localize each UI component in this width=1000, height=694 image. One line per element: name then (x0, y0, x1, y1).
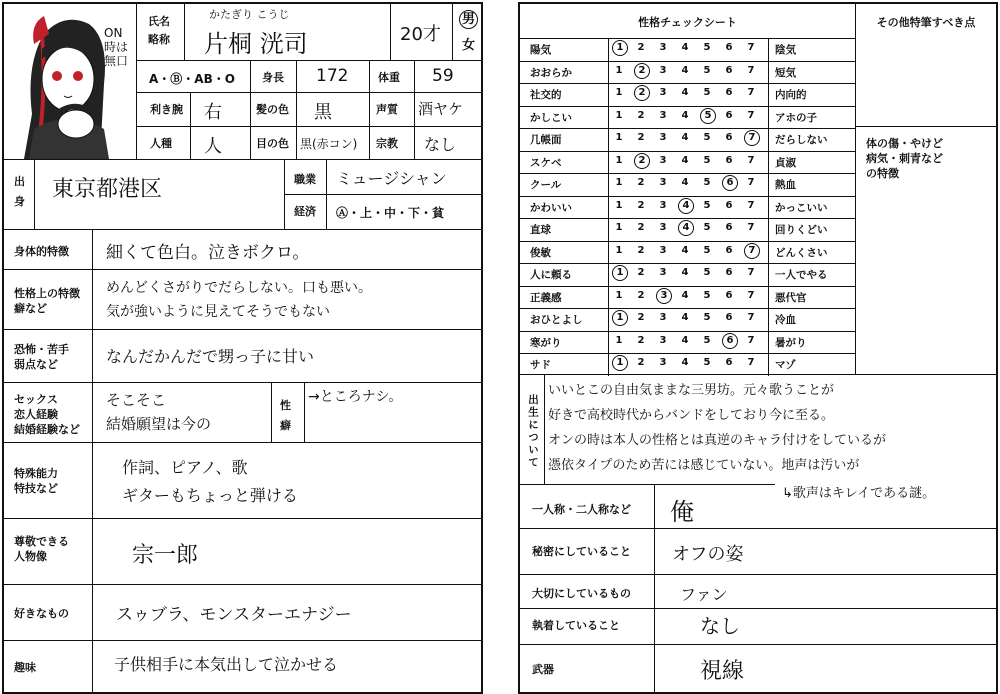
trait-right-label: 熱血 (775, 179, 796, 191)
trait-score[interactable]: 4 (681, 312, 689, 323)
trait-right-label: 冷血 (775, 314, 796, 326)
trait-score-selected[interactable]: 2 (634, 153, 650, 169)
eye-value: 黒(赤コン) (300, 137, 358, 151)
trait-score-selected[interactable]: 3 (656, 288, 672, 304)
trait-score[interactable]: 6 (725, 289, 733, 301)
trait-score[interactable]: 4 (681, 334, 689, 346)
trait-score[interactable]: 3 (659, 334, 667, 346)
section-fear-label: 恐怖・苦手 弱点など (14, 343, 69, 371)
trait-score[interactable]: 3 (659, 244, 667, 256)
trait-score[interactable]: 5 (703, 64, 711, 76)
section-romance-value: そこそこ 結婚願望は今の (106, 391, 212, 433)
check-sheet-title: 性格チェックシート (638, 16, 737, 29)
trait-score[interactable]: 2 (637, 334, 645, 346)
trait-score-selected[interactable]: 4 (678, 220, 694, 236)
trait-row (520, 196, 855, 219)
trait-score[interactable]: 4 (681, 154, 689, 166)
trait-row-divider (520, 128, 855, 129)
trait-row (520, 353, 855, 376)
trait-score[interactable]: 4 (681, 132, 689, 143)
trait-row-divider (520, 286, 855, 287)
birth-value: いいとこの自由気ままな三男坊。元々歌うことが 好きで高校時代からバンドをしており今に至る。 オンの時は本人の性格とは真逆のキャラ付けをしているが 憑依タイプのため苦には感じていない。地声は汚いが (548, 383, 887, 473)
trait-row (520, 38, 855, 61)
trait-score[interactable]: 3 (659, 109, 667, 121)
trait-score[interactable]: 2 (637, 312, 645, 323)
trait-score[interactable]: 3 (659, 312, 667, 323)
trait-score-selected[interactable]: 1 (612, 310, 628, 326)
trait-score[interactable]: 3 (659, 357, 667, 368)
trait-score[interactable]: 5 (703, 154, 711, 166)
trait-score[interactable]: 6 (725, 64, 733, 76)
age-value: 20才 (400, 24, 441, 45)
birth-label: 出生について (527, 394, 539, 469)
trait-score[interactable]: 1 (615, 177, 623, 188)
trait-score[interactable]: 2 (637, 222, 645, 233)
race-label: 人種 (150, 137, 172, 150)
trait-left-label: スケベ (530, 156, 562, 169)
trait-row-divider (520, 263, 855, 264)
section-hobby-value: 子供相手に本気出して泣かせる (114, 655, 339, 674)
trait-score[interactable]: 1 (615, 64, 623, 76)
trait-score[interactable]: 2 (637, 289, 645, 301)
trait-score[interactable]: 7 (747, 87, 755, 98)
row-obsession-label: 執着していること (532, 619, 620, 632)
trait-left-label: かしこい (530, 111, 572, 124)
trait-score[interactable]: 7 (747, 312, 755, 323)
trait-score[interactable]: 5 (703, 357, 711, 368)
trait-score[interactable]: 4 (681, 289, 689, 301)
economy-value: Ⓐ・上・中・下・貧 (336, 206, 445, 220)
character-sheet-left (2, 2, 483, 694)
trait-row (520, 241, 855, 264)
section-personality-label: 性格上の特徴 癖など (14, 287, 80, 315)
trait-left-label: 俊敏 (530, 246, 551, 259)
trait-score[interactable]: 1 (615, 199, 623, 211)
trait-right-label: だらしない (775, 134, 828, 146)
trait-score[interactable]: 2 (637, 357, 645, 368)
trait-score[interactable]: 6 (725, 109, 733, 121)
trait-left-label: 直球 (530, 224, 551, 236)
trait-score[interactable]: 5 (703, 87, 711, 98)
trait-score[interactable]: 3 (659, 132, 667, 143)
trait-score[interactable]: 4 (681, 244, 689, 256)
trait-row (520, 331, 855, 354)
trait-score[interactable]: 6 (725, 357, 733, 368)
section-ability-label: 特殊能力 特技など (14, 467, 58, 495)
trait-row-divider (520, 83, 855, 84)
trait-score[interactable]: 6 (725, 154, 733, 166)
trait-score[interactable]: 5 (703, 222, 711, 233)
trait-row-divider (520, 308, 855, 309)
trait-row (520, 106, 855, 129)
trait-score[interactable]: 7 (747, 289, 755, 301)
weight-label: 体重 (378, 71, 400, 84)
trait-left-label: 正義感 (530, 291, 562, 304)
trait-list (520, 38, 855, 376)
trait-left-label: 人に頼る (530, 269, 572, 281)
section-physical-label: 身体的特徴 (14, 245, 69, 258)
trait-right-label: かっこいい (775, 201, 828, 214)
trait-score[interactable]: 6 (725, 87, 733, 98)
birthplace-value: 東京都港区 (52, 177, 163, 202)
trait-right-label: どんくさい (775, 246, 828, 259)
trait-right-label: 貞淑 (775, 156, 796, 169)
section-likes-label: 好きなもの (14, 607, 69, 620)
row-secret-value: オフの姿 (672, 544, 744, 565)
trait-row-divider (520, 353, 855, 354)
trait-score[interactable]: 7 (747, 177, 755, 188)
trait-row-divider (520, 106, 855, 107)
trait-score[interactable]: 5 (703, 177, 711, 188)
section-ability-value: 作詞、ピアノ、歌 ギターもちょっと弾ける (122, 458, 298, 505)
trait-score[interactable]: 1 (615, 132, 623, 143)
trait-right-label: 一人でやる (775, 269, 828, 281)
trait-score[interactable]: 1 (615, 154, 623, 166)
trait-score[interactable]: 7 (747, 109, 755, 121)
trait-row (520, 286, 855, 309)
trait-score[interactable]: 6 (725, 42, 733, 53)
trait-right-label: 悪代官 (775, 291, 807, 304)
hair-value: 黒 (314, 102, 332, 123)
trait-score[interactable]: 2 (637, 42, 645, 53)
trait-right-label: 回りくどい (775, 224, 828, 236)
trait-row (520, 173, 855, 196)
trait-score[interactable]: 5 (703, 244, 711, 256)
trait-left-label: おおらか (530, 66, 572, 79)
trait-score[interactable]: 3 (659, 177, 667, 188)
trait-right-label: マゾ (775, 359, 796, 371)
weight-value: 59 (432, 66, 454, 86)
eye-label: 目の色 (256, 137, 289, 150)
trait-score[interactable]: 4 (681, 64, 689, 76)
trait-score[interactable]: 3 (659, 42, 667, 53)
trait-right-label: 短気 (775, 66, 796, 79)
habit-label: 性 癖 (280, 399, 291, 432)
character-sheet-right (518, 2, 998, 694)
trait-score[interactable]: 3 (659, 199, 667, 211)
height-value: 172 (316, 66, 349, 86)
trait-right-label: 暑がり (775, 336, 807, 349)
name-furigana: かたぎり こうじ (209, 8, 290, 21)
voice-value: 酒ヤケ (418, 100, 464, 118)
trait-score[interactable]: 7 (747, 64, 755, 76)
section-personality-value: めんどくさがりでだらしない。口も悪い。 気が強いように見えてそうでもない (106, 280, 372, 320)
trait-left-label: 陽気 (530, 44, 551, 56)
trait-left-label: 寒がり (530, 336, 562, 349)
trait-score[interactable]: 7 (747, 334, 755, 346)
trait-score[interactable]: 2 (637, 132, 645, 143)
gender-male: 男 (459, 10, 478, 29)
trait-score[interactable]: 4 (681, 267, 689, 278)
height-label: 身長 (262, 71, 284, 84)
trait-row (520, 218, 855, 241)
trait-left-label: かわいい (530, 201, 572, 214)
trait-score[interactable]: 2 (637, 109, 645, 121)
row-pronoun-value: 俺 (670, 498, 694, 526)
trait-score[interactable]: 5 (703, 267, 711, 278)
trait-right-label: 陰気 (775, 44, 796, 56)
trait-score-selected[interactable]: 1 (612, 40, 628, 56)
hand-value: 右 (204, 102, 222, 123)
trait-left-label: 几帳面 (530, 134, 562, 146)
alias-label: 略称 (148, 33, 170, 46)
trait-score-selected[interactable]: 7 (744, 130, 760, 146)
trait-row (520, 151, 855, 174)
trait-score[interactable]: 7 (747, 222, 755, 233)
trait-left-label: おひとよし (530, 314, 583, 326)
trait-row (520, 263, 855, 286)
job-value: ミュージシャン (336, 169, 447, 188)
trait-score[interactable]: 2 (637, 244, 645, 256)
trait-score[interactable]: 3 (659, 154, 667, 166)
trait-score[interactable]: 1 (615, 87, 623, 98)
trait-score-selected[interactable]: 1 (612, 265, 628, 281)
name-label: 氏名 (148, 15, 170, 28)
trait-row (520, 308, 855, 331)
religion-value: なし (424, 135, 457, 154)
row-weapon-value: 視線 (700, 659, 745, 684)
trait-score-selected[interactable]: 6 (722, 175, 738, 191)
trait-score[interactable]: 4 (681, 42, 689, 53)
trait-score[interactable]: 6 (725, 222, 733, 233)
trait-row-divider (520, 331, 855, 332)
trait-score-selected[interactable]: 2 (634, 63, 650, 79)
section-likes-value: スゥブラ、モンスターエナジー (116, 605, 352, 625)
trait-score[interactable]: 3 (659, 222, 667, 233)
trait-row-divider (520, 241, 855, 242)
trait-score[interactable]: 6 (725, 312, 733, 323)
trait-score-selected[interactable]: 1 (612, 355, 628, 371)
trait-score[interactable]: 3 (659, 267, 667, 278)
blood-types: A・Ⓑ・AB・O (149, 72, 235, 86)
race-value: 人 (204, 136, 222, 157)
trait-score-selected[interactable]: 4 (678, 198, 694, 214)
trait-score[interactable]: 4 (681, 109, 689, 121)
trait-row-divider (520, 218, 855, 219)
trait-score[interactable]: 3 (659, 64, 667, 76)
trait-score[interactable]: 1 (615, 222, 623, 233)
name-value: 片桐 洸司 (204, 30, 308, 58)
economy-label: 経済 (294, 205, 316, 218)
trait-score[interactable]: 2 (637, 199, 645, 211)
row-secret-label: 秘密にしていること (532, 545, 631, 558)
trait-score[interactable]: 4 (681, 87, 689, 98)
trait-row-divider (520, 61, 855, 62)
trait-score-selected[interactable]: 7 (744, 243, 760, 259)
trait-score[interactable]: 7 (747, 154, 755, 166)
trait-score[interactable]: 5 (703, 42, 711, 53)
section-respect-label: 尊敬できる 人物像 (14, 535, 69, 563)
trait-score[interactable]: 6 (725, 267, 733, 278)
trait-score[interactable]: 3 (659, 87, 667, 98)
on-mode-note: ON 時は 無口 (104, 26, 129, 68)
trait-row (520, 128, 855, 151)
trait-score-selected[interactable]: 6 (722, 333, 738, 349)
hair-label: 髪の色 (256, 103, 289, 116)
section-hobby-label: 趣味 (14, 661, 36, 674)
voice-label: 声質 (376, 103, 398, 116)
trait-score[interactable]: 7 (747, 267, 755, 278)
row-pronoun-label: 一人称・二人称など (532, 503, 631, 516)
trait-score-selected[interactable]: 2 (634, 85, 650, 101)
trait-score[interactable]: 5 (703, 132, 711, 143)
trait-row-divider (520, 196, 855, 197)
injury-label: 体の傷・やけど 病気・刺青など の特徴 (866, 137, 943, 180)
section-respect-value: 宗一郎 (132, 543, 199, 568)
trait-score[interactable]: 1 (615, 244, 623, 256)
trait-row-divider (520, 151, 855, 152)
trait-score[interactable]: 6 (725, 199, 733, 211)
trait-score[interactable]: 5 (703, 334, 711, 346)
trait-row (520, 83, 855, 106)
trait-score[interactable]: 7 (747, 42, 755, 53)
trait-right-label: アホの子 (775, 111, 817, 124)
trait-score[interactable]: 6 (725, 244, 733, 256)
birth-note: ↳歌声はキレイである謎。 (782, 486, 936, 501)
row-treasure-value: ファン (680, 585, 728, 604)
habit-value: →ところナシ。 (308, 389, 403, 405)
trait-score[interactable]: 5 (703, 289, 711, 301)
hand-label: 利き腕 (150, 103, 183, 116)
row-weapon-label: 武器 (532, 663, 554, 676)
trait-score-selected[interactable]: 5 (700, 108, 716, 124)
trait-score[interactable]: 7 (747, 199, 755, 211)
section-fear-value: なんだかんだで甥っ子に甘い (106, 347, 315, 366)
trait-left-label: サド (530, 359, 551, 371)
trait-row (520, 61, 855, 84)
trait-score[interactable]: 5 (703, 199, 711, 211)
religion-label: 宗教 (376, 137, 398, 150)
birthplace-label: 出 身 (14, 175, 25, 208)
row-treasure-label: 大切にしているもの (532, 587, 631, 600)
trait-left-label: 社交的 (530, 89, 562, 101)
trait-score[interactable]: 1 (615, 334, 623, 346)
trait-score[interactable]: 2 (637, 177, 645, 188)
section-romance-label: セックス 恋人経験 結婚経験など (14, 393, 80, 436)
job-label: 職業 (294, 173, 316, 186)
trait-score[interactable]: 4 (681, 357, 689, 368)
trait-score[interactable]: 6 (725, 132, 733, 143)
row-obsession-value: なし (700, 614, 740, 638)
trait-score[interactable]: 1 (615, 289, 623, 301)
trait-score[interactable]: 2 (637, 267, 645, 278)
trait-score[interactable]: 7 (747, 357, 755, 368)
trait-left-label: クール (530, 179, 562, 191)
other-notes-title: その他特筆すべき点 (876, 16, 976, 29)
gender-female: 女 (462, 38, 476, 53)
trait-score[interactable]: 4 (681, 177, 689, 188)
section-physical-value: 細くて色白。泣きボクロ。 (106, 243, 310, 263)
trait-score[interactable]: 5 (703, 312, 711, 323)
trait-right-label: 内向的 (775, 89, 807, 101)
trait-row-divider (520, 173, 855, 174)
trait-score[interactable]: 1 (615, 109, 623, 121)
